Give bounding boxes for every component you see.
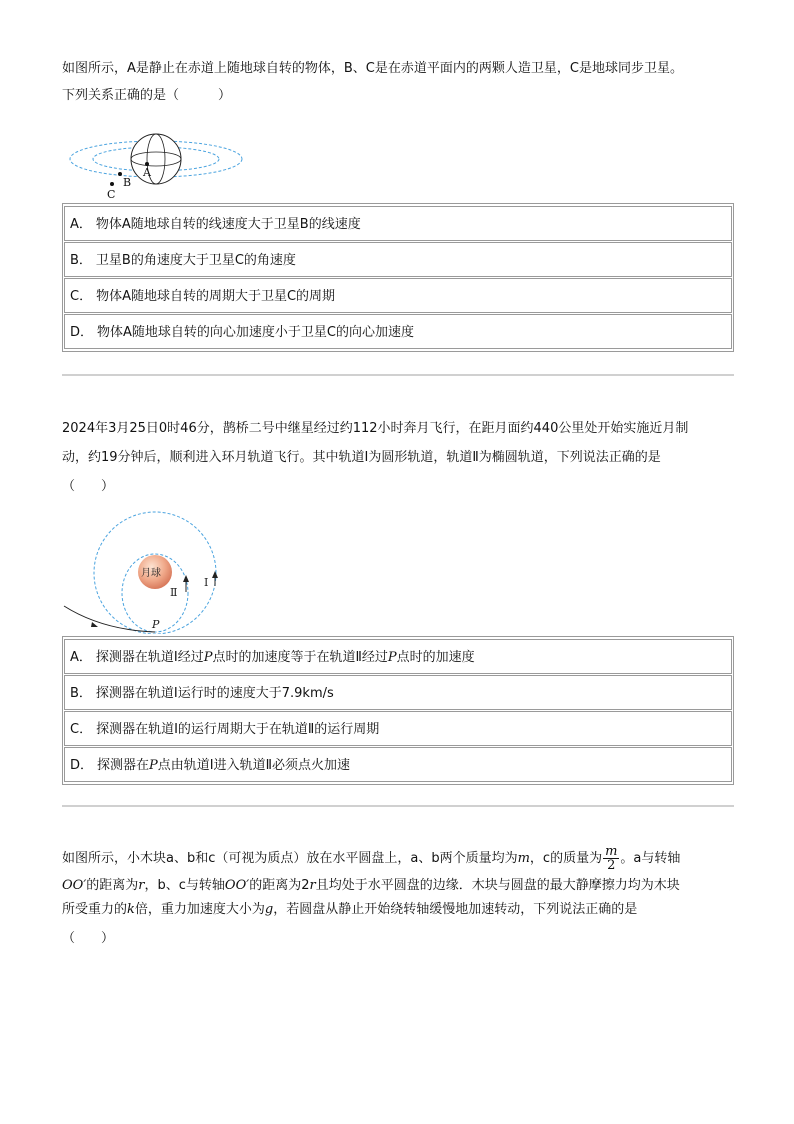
question-3-stem-line4: （ ） [62, 931, 115, 946]
option-text: 探测器在轨道Ⅰ的运行周期大于在轨道Ⅱ的运行周期 [96, 722, 380, 737]
option-c[interactable] [64, 711, 732, 746]
question-3-stem-line1 [62, 844, 734, 874]
option-d[interactable] [64, 747, 732, 782]
option-letter: B． [70, 253, 92, 268]
option-a[interactable] [64, 639, 732, 674]
label-a: A [143, 166, 151, 179]
option-d[interactable] [64, 314, 732, 349]
question-2-options [62, 636, 734, 785]
option-letter: D． [70, 758, 94, 773]
option-b[interactable] [64, 242, 732, 277]
stem-text: ，b、c与转轴 [144, 878, 225, 893]
moon-orbit-figure [62, 510, 252, 634]
question-1-options [62, 203, 734, 352]
option-letter: A． [70, 217, 92, 232]
earth-satellite-orbits-figure [62, 124, 247, 202]
option-b[interactable] [64, 675, 732, 710]
option-text: 点由轨道Ⅰ进入轨道Ⅱ必须点火加速 [157, 758, 351, 773]
moon-label: 月球 [141, 568, 161, 579]
stem-text: 如图所示，小木块a、b和c（可视为质点）放在水平圆盘上，a、b两个质量均为 [62, 851, 518, 866]
divider [62, 805, 734, 807]
label-b: B [123, 176, 132, 189]
question-3-stem-line2 [62, 874, 734, 898]
point-p: P [387, 650, 397, 665]
option-c[interactable] [64, 278, 732, 313]
option-letter: D． [70, 325, 94, 340]
var-axis: OO′ [224, 878, 250, 893]
question-2-stem-line3: （ ） [62, 479, 115, 494]
var-r: r [309, 878, 316, 893]
divider [62, 374, 734, 376]
orbit-1-label: Ⅰ [204, 576, 209, 589]
question-2-stem-line1: 2024年3月25日0时46分，鹊桥二号中继星经过约112小时奔月飞行，在距月面约440公里处开始实施近月制 [62, 421, 689, 436]
option-text: 探测器在轨道Ⅰ运行时的速度大于7.9km/s [95, 686, 334, 701]
stem-text: 的距离为 [86, 878, 139, 893]
option-text: 探测器在轨道Ⅰ经过 [95, 650, 204, 665]
question-1-stem-line1: 如图所示，A是静止在赤道上随地球自转的物体，B、C是在赤道平面内的两颗人造卫星，C是地球同步卫星。 [62, 61, 683, 76]
question-1-stem-line2: 下列关系正确的是（ ） [62, 88, 232, 103]
option-a[interactable] [64, 206, 732, 241]
option-text: 物体A随地球自转的向心加速度小于卫星C的向心加速度 [97, 325, 414, 340]
point-p: P [203, 650, 213, 665]
orbit-2-label: Ⅱ [170, 586, 178, 599]
question-3-stem-line3 [62, 898, 734, 922]
option-text: 卫星B的角速度大于卫星C的角速度 [95, 253, 296, 268]
option-letter: C． [70, 722, 93, 737]
stem-text: ，若圆盘从静止开始绕转轴缓慢地加速转动，下列说法正确的是 [273, 902, 638, 917]
option-text: 点时的加速度 [396, 650, 475, 665]
option-letter: C． [70, 289, 93, 304]
var-r: r [138, 878, 145, 893]
stem-text: 的距离为2 [249, 878, 310, 893]
stem-text: 倍，重力加速度大小为 [134, 902, 265, 917]
option-text: 探测器在 [97, 758, 150, 773]
stem-text: 。a与转轴 [620, 851, 681, 866]
point-p-label: P [152, 618, 160, 631]
var-g: g [264, 902, 274, 917]
option-letter: A． [70, 650, 92, 665]
option-letter: B． [70, 686, 92, 701]
question-3 [62, 844, 734, 956]
var-k: k [127, 902, 135, 917]
option-text: 物体A随地球自转的周期大于卫星C的周期 [96, 289, 336, 304]
label-c: C [107, 188, 116, 201]
frac-num: m [605, 844, 618, 859]
fraction-m-over-2 [603, 845, 619, 872]
var-axis: OO′ [62, 878, 87, 893]
stem-text: ，c的质量为 [529, 851, 603, 866]
option-text: 点时的加速度等于在轨道Ⅱ经过 [212, 650, 388, 665]
var-m: m [517, 851, 530, 866]
stem-text: 所受重力的 [62, 902, 128, 917]
question-2-stem-line2: 动，约19分钟后，顺利进入环月轨道飞行。其中轨道Ⅰ为圆形轨道，轨道Ⅱ为椭圆轨道，下列说法正确的是 [62, 450, 661, 465]
frac-den: 2 [607, 858, 616, 873]
option-text: 物体A随地球自转的线速度大于卫星B的线速度 [95, 217, 361, 232]
question-1 [62, 55, 734, 109]
question-2 [62, 414, 734, 501]
stem-text: 且均处于水平圆盘的边缘．木块与圆盘的最大静摩擦力均为木块 [315, 878, 680, 893]
point-p: P [149, 758, 158, 773]
